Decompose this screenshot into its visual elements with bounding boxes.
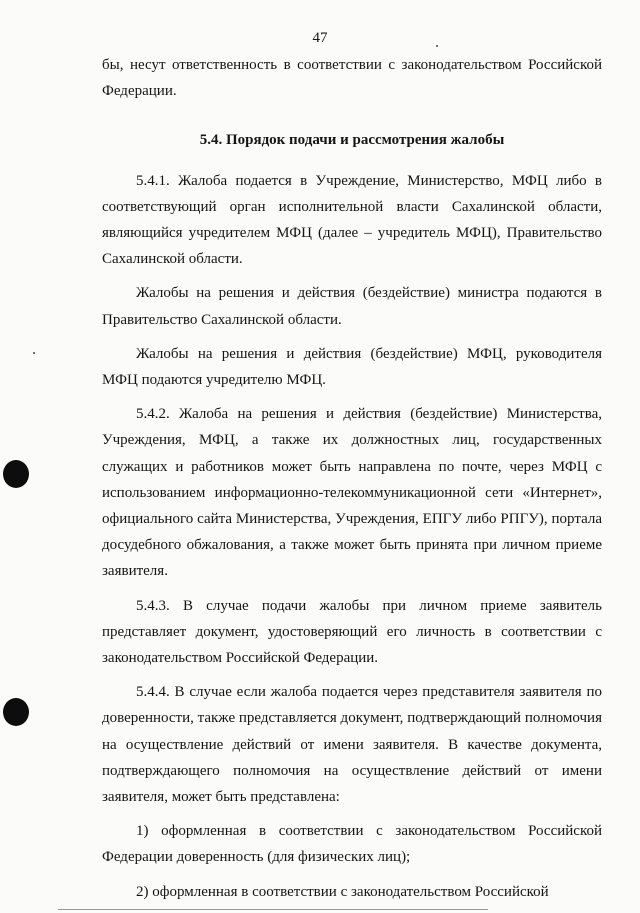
- paragraph-5-4-1: 5.4.1. Жалоба подается в Учреждение, Министерство, МФЦ либо в соответствующий орган исполнительной власти Сахалинской области, являющийся учредителем МФЦ (далее – учредитель МФЦ), Правительство Сахалинской области.: [102, 172, 602, 268]
- paragraph-5-4-4: 5.4.4. В случае если жалоба подается через представителя заявителя по доверенности, также представляется документ, подтверждающий полномочия на осуществление действий от имени заявителя. В качестве документа, подтверждающего полномочия на осуществление действий от имени заявителя, может быть представлена:: [102, 684, 602, 806]
- page-number: 47: [312, 30, 328, 46]
- paragraph-5-4-2: 5.4.2. Жалоба на решения и действия (бездействие) Министерства, Учреждения, МФЦ, а также их должностных лиц, государственных служащих и работников может быть направлена по почте, через МФЦ с использованием информационно-телекоммуникационной сети «Интернет», официального сайта Министерства, Учреждения, ЕПГУ либо РПГУ), портала досудебного обжалования, а также может быть принята при личном приеме заявителя.: [102, 406, 602, 580]
- paragraph-mfc-complaints: Жалобы на решения и действия (бездействие) МФЦ, руководителя МФЦ подаются учредителю МФЦ.: [102, 345, 602, 389]
- paragraph-minister-complaints: Жалобы на решения и действия (бездействие) министра подаются в Правительство Сахалинской области.: [102, 285, 602, 328]
- document-body: [102, 52, 602, 905]
- scan-edge-line: [58, 909, 488, 910]
- list-item-1: 1) оформленная в соответствии с законодательством Российской Федерации доверенность (для физических лиц);: [102, 823, 602, 866]
- binder-hole-top: [3, 460, 29, 488]
- list-item-2: 2) оформленная в соответствии с законодательством Российской: [136, 883, 549, 900]
- scan-speck: [436, 45, 438, 47]
- scan-speck: [33, 352, 35, 354]
- paragraph-5-4-3: 5.4.3. В случае подачи жалобы при личном приеме заявитель представляет документ, удостоверяющий его личность в соответствии с законодательством Российской Федерации.: [102, 597, 602, 667]
- binder-hole-bottom: [3, 698, 29, 726]
- continuation-text: бы, несут ответственность в соответствии с законодательством Российской Федерации.: [102, 57, 602, 100]
- section-heading: 5.4. Порядок подачи и рассмотрения жалобы: [199, 132, 505, 149]
